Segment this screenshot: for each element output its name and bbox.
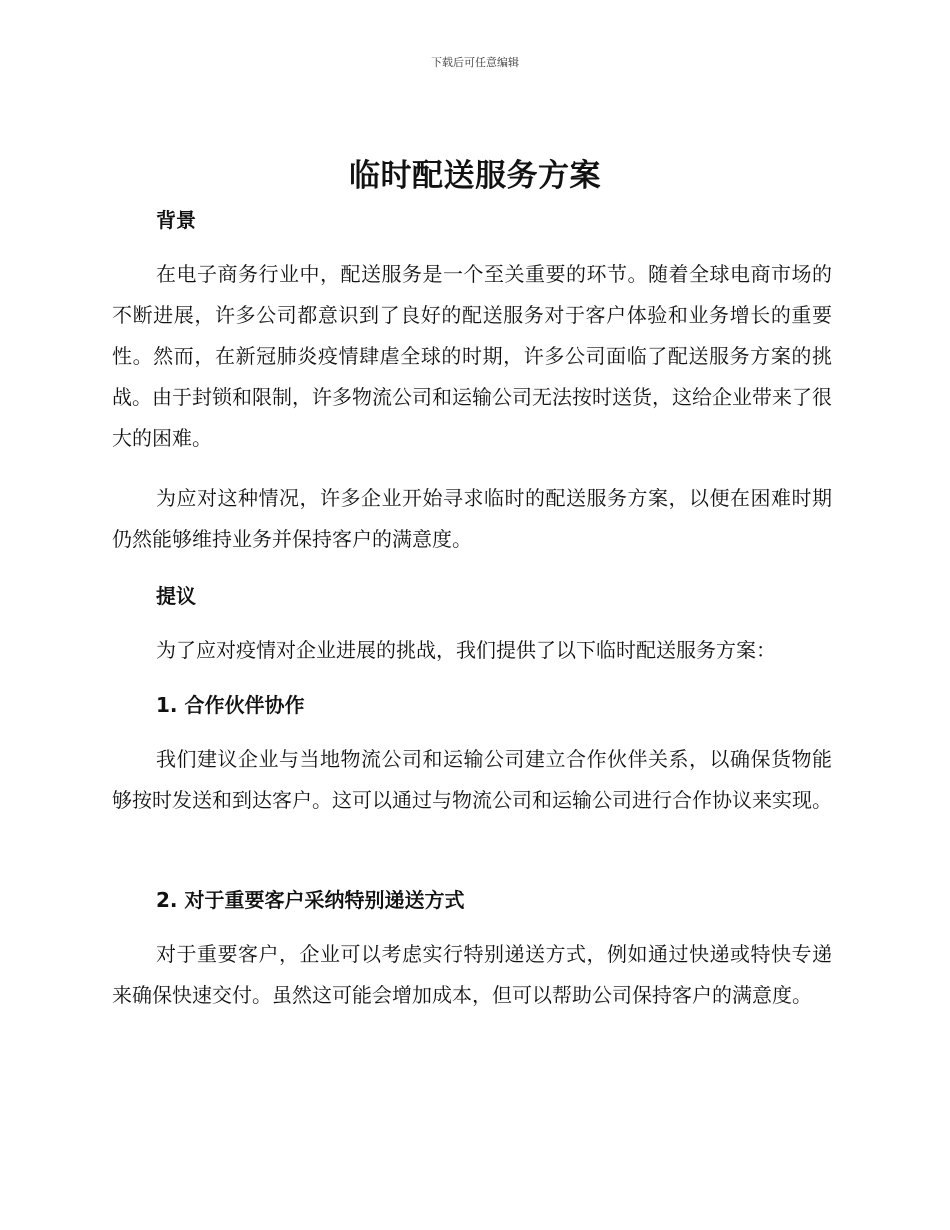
special-delivery-paragraph: 对于重要客户，企业可以考虑实行特别递送方式，例如通过快递或特快专递来确保快速交付。虽然这可能会增加成本，但可以帮助公司保持客户的满意度。 [112,942,832,1007]
background-paragraph-2: 为应对这种情况，许多企业开始寻求临时的配送服务方案，以便在困难时期仍然能够维持业务并保持客户的满意度。 [112,486,832,551]
document-title: 临时配送服务方案 [349,158,601,194]
section-heading-proposal: 提议 [156,584,196,608]
section-heading-partner-collaboration: 1. 合作伙伴协作 [156,693,305,717]
page-header-note: 下载后可任意编辑 [431,56,519,69]
background-paragraph-1: 在电子商务行业中，配送服务是一个至关重要的环节。随着全球电商市场的不断进展，许多公司都意识到了良好的配送服务对于客户体验和业务增长的重要性。然而，在新冠肺炎疫情肆虐全球的时期，许多公司面临了配送服务方案的挑战。由于封锁和限制，许多物流公司和运输公司无法按时送货，这给企业带来了很大的困难。 [112,262,832,450]
section-heading-special-delivery: 2. 对于重要客户采纳特别递送方式 [156,888,465,912]
partner-collaboration-paragraph: 我们建议企业与当地物流公司和运输公司建立合作伙伴关系，以确保货物能够按时发送和到达客户。这可以通过与物流公司和运输公司进行合作协议来实现。 [112,747,832,812]
section-heading-background: 背景 [156,208,196,232]
proposal-paragraph: 为了应对疫情对企业进展的挑战，我们提供了以下临时配送服务方案： [156,638,776,662]
